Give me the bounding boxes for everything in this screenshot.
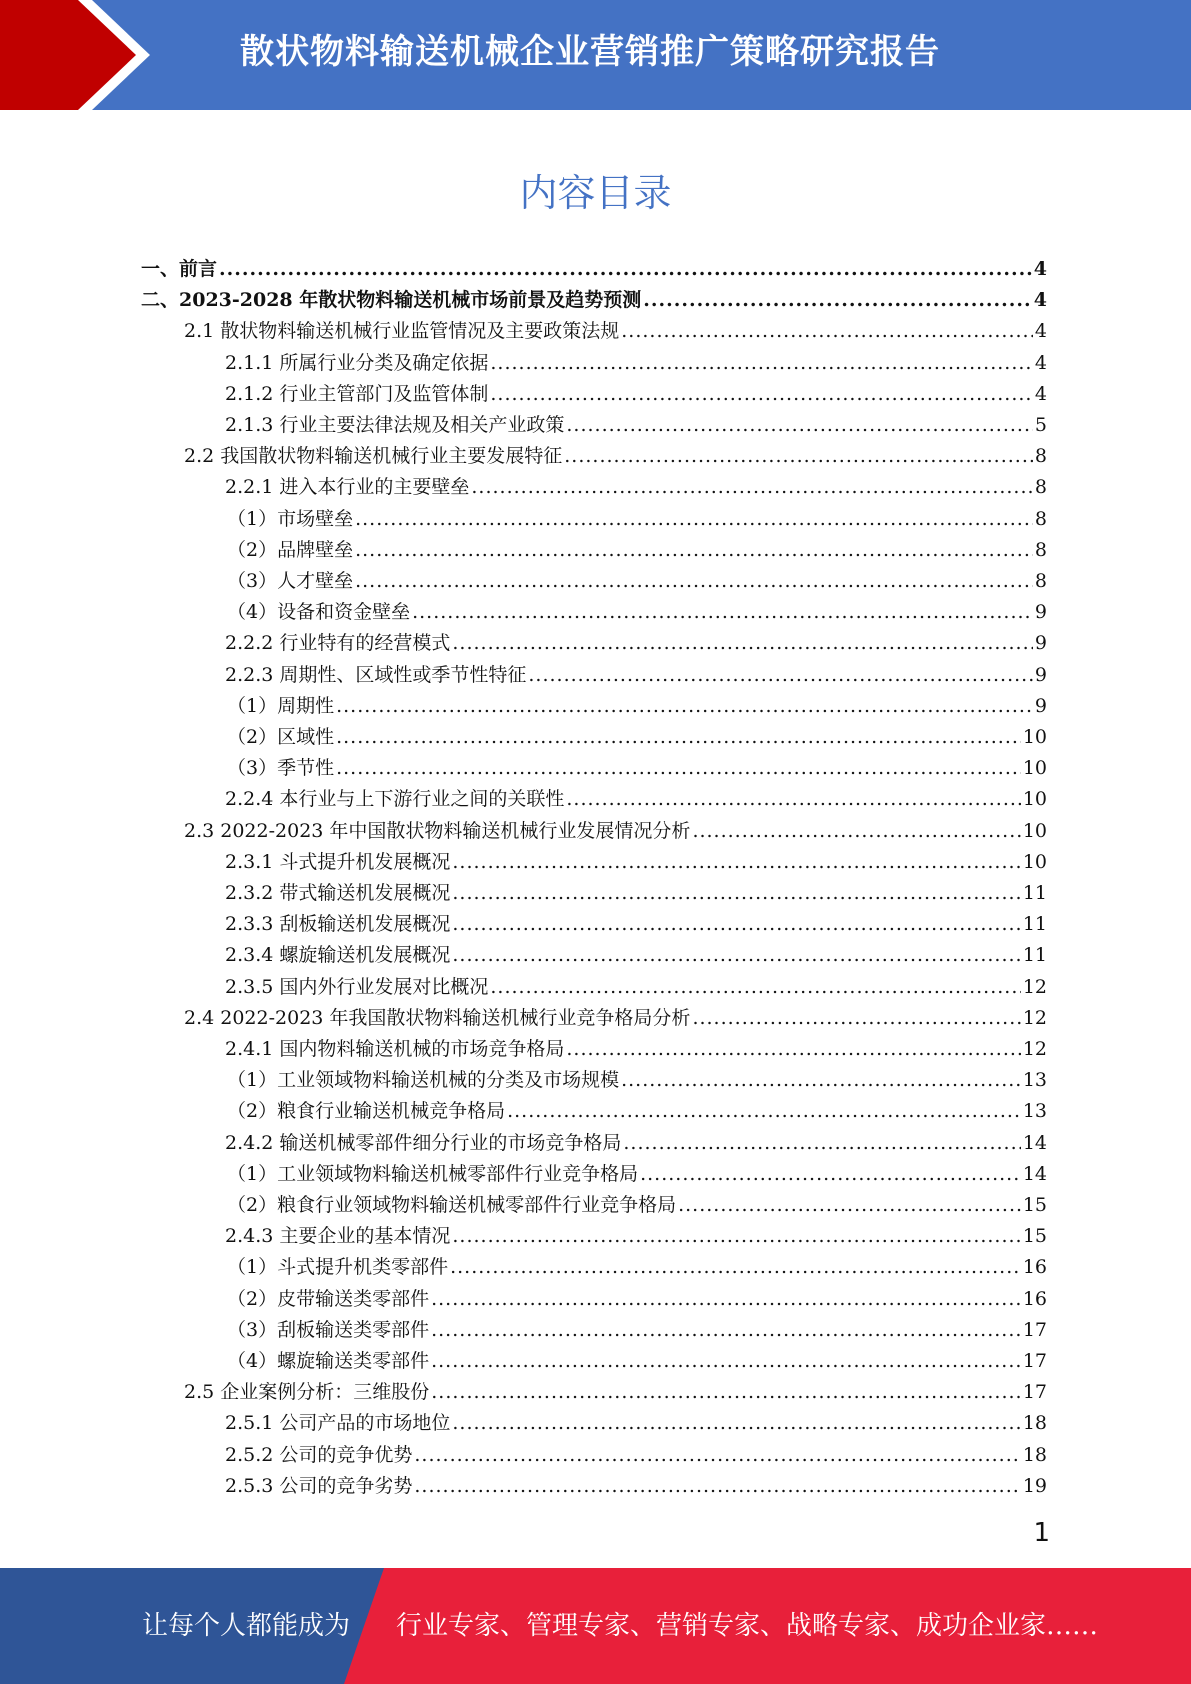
toc-dot-leader [431,1284,1021,1315]
toc-entry-label: 2.3.2 带式输送机发展概况 [225,882,451,904]
toc-entry-label: （4）设备和资金壁垒 [227,601,411,624]
toc-dot-leader [528,660,1033,691]
toc-entry[interactable] [227,566,1047,597]
toc-entry-label: 二、2023-2028 年散状物料输送机械市场前景及趋势预测 [141,289,642,312]
toc-entry[interactable] [227,1159,1047,1190]
toc-entry-label: （4）螺旋输送类零部件 [227,1350,430,1372]
toc-entry-page: 10 [1022,819,1047,842]
toc-entry-label: 2.3.3 刮板输送机发展概况 [225,913,451,936]
toc-entry-page: 11 [1022,882,1047,904]
toc-entry-page: 13 [1022,1100,1047,1123]
toc-dot-leader [643,285,1032,316]
toc-dot-leader [692,816,1020,847]
toc-entry[interactable] [184,316,1047,347]
report-footer [0,1568,1191,1684]
toc-entry-page: 12 [1022,1038,1047,1060]
toc-entry-label: 2.3 2022-2023 年中国散状物料输送机械行业发展情况分析 [184,819,691,842]
toc-entry[interactable] [141,285,1047,316]
toc-dot-leader [336,691,1033,722]
toc-dot-leader [621,316,1033,347]
toc-entry-page: 10 [1022,788,1047,811]
toc-entry[interactable] [225,847,1047,878]
toc-dot-leader [452,628,1033,659]
toc-entry[interactable] [184,1377,1047,1408]
toc-entry-label: 2.1.3 行业主要法律法规及相关产业政策 [225,414,565,436]
report-header [0,0,1191,110]
toc-dot-leader [355,504,1033,535]
toc-dot-leader [678,1190,1021,1221]
toc-dot-leader [336,722,1021,753]
toc-entry[interactable] [225,1221,1047,1252]
toc-entry-label: 2.5.1 公司产品的市场地位 [225,1412,451,1435]
toc-entry[interactable] [225,1034,1047,1065]
toc-dot-leader [355,535,1033,566]
toc-entry-page: 5 [1034,414,1047,436]
toc-dot-leader [452,940,1020,971]
toc-dot-leader [623,1128,1020,1159]
toc-entry-page: 19 [1022,1474,1047,1497]
toc-entry-page: 4 [1034,382,1047,405]
toc-entry[interactable] [225,472,1047,503]
toc-dot-leader [564,441,1033,472]
toc-dot-leader [490,379,1033,410]
toc-dot-leader [566,784,1020,815]
toc-entry-label: 2.3.4 螺旋输送机发展概况 [225,944,451,967]
toc-entry-label: 2.5 企业案例分析：三维股份 [184,1381,430,1404]
toc-entry-page: 15 [1022,1225,1047,1248]
toc-entry-label: 一、前言 [141,258,218,280]
toc-entry[interactable] [225,348,1047,379]
toc-entry[interactable] [141,254,1047,285]
toc-entry-page: 12 [1022,975,1047,998]
toc-entry-page: 4 [1033,289,1047,312]
toc-dot-leader [471,472,1033,503]
toc-entry[interactable] [225,878,1047,909]
toc-entry[interactable] [227,691,1047,722]
toc-dot-leader [507,1096,1021,1127]
toc-entry-page: 18 [1022,1443,1047,1466]
toc-dot-leader [452,1221,1020,1252]
toc-entry[interactable] [227,722,1047,753]
toc-entry-page: 4 [1033,258,1047,280]
toc-entry-label: 2.2 我国散状物料输送机械行业主要发展特征 [184,445,563,468]
toc-entry-page: 16 [1022,1287,1047,1310]
toc-entry[interactable] [225,379,1047,410]
toc-entry[interactable] [184,441,1047,472]
toc-entry[interactable] [225,1128,1047,1159]
toc-entry-page: 17 [1022,1381,1047,1404]
toc-entry-page: 12 [1022,1006,1047,1029]
toc-entry-label: （2）皮带输送类零部件 [227,1287,430,1310]
page-number: 1 [1033,1518,1050,1548]
toc-entry-label: 2.5.2 公司的竞争优势 [225,1443,413,1466]
toc-entry-page: 9 [1034,694,1047,717]
toc-entry-page: 8 [1034,538,1047,561]
toc-entry-label: （3）人才壁垒 [227,570,354,592]
toc-entry-page: 11 [1022,913,1047,936]
toc-entry-page: 17 [1022,1350,1047,1372]
toc-entry[interactable] [225,410,1047,441]
toc-entry-label: （1）工业领域物料输送机械零部件行业竞争格局 [227,1162,639,1185]
toc-dot-leader [450,1252,1021,1283]
toc-entry-label: 2.2.4 本行业与上下游行业之间的关联性 [225,788,565,811]
toc-entry-label: （3）刮板输送类零部件 [227,1318,430,1341]
toc-entry-label: （3）季节性 [227,757,335,780]
toc-entry-page: 14 [1022,1131,1047,1154]
toc-entry-page: 13 [1022,1069,1047,1092]
report-title: 散状物料输送机械企业营销推广策略研究报告 [240,32,940,72]
toc-entry-page: 18 [1022,1412,1047,1435]
toc-entry[interactable] [225,628,1047,659]
toc-entry-label: 2.4.2 输送机械零部件细分行业的市场竞争格局 [225,1131,622,1154]
toc-entry-label: 2.4.1 国内物料输送机械的市场竞争格局 [225,1038,565,1060]
toc-dot-leader [412,597,1033,628]
toc-dot-leader [431,1315,1021,1346]
toc-entry[interactable] [227,1315,1047,1346]
toc-entry-label: （2）区域性 [227,726,335,748]
toc-dot-leader [219,254,1032,285]
toc-entry-page: 10 [1022,757,1047,780]
toc-entry[interactable] [227,535,1047,566]
toc-dot-leader [414,1440,1020,1471]
toc-entry-page: 17 [1022,1318,1047,1341]
toc-entry-label: 2.1.1 所属行业分类及确定依据 [225,351,489,374]
toc-entry[interactable] [227,504,1047,535]
toc-entry[interactable] [227,1190,1047,1221]
toc-entry[interactable] [225,784,1047,815]
toc-dot-leader [452,847,1020,878]
toc-entry[interactable] [225,972,1047,1003]
toc-entry[interactable] [225,1408,1047,1439]
toc-entry[interactable] [184,816,1047,847]
toc-dot-leader [452,909,1020,940]
toc-entry[interactable] [227,1096,1047,1127]
toc-entry-page: 11 [1022,944,1047,967]
toc-entry-label: （2）品牌壁垒 [227,538,354,561]
toc-entry[interactable] [225,909,1047,940]
toc-entry-page: 9 [1034,632,1047,655]
toc-entry[interactable] [184,1003,1047,1034]
toc-entry-label: （1）周期性 [227,694,335,717]
toc-entry-label: 2.2.1 进入本行业的主要壁垒 [225,476,470,499]
toc-entry-label: 2.3.5 国内外行业发展对比概况 [225,975,489,998]
toc-entry[interactable] [225,660,1047,691]
toc-dot-leader [621,1065,1021,1096]
toc-dot-leader [452,878,1020,909]
toc-entry-label: 2.2.3 周期性、区域性或季节性特征 [225,663,527,686]
toc-dot-leader [566,1034,1020,1065]
toc-entry-label: （1）斗式提升机类零部件 [227,1256,449,1279]
toc-dot-leader [566,410,1033,441]
toc-entry[interactable] [227,1252,1047,1283]
toc-entry-page: 10 [1022,850,1047,873]
toc-dot-leader [452,1408,1020,1439]
toc-entry[interactable] [227,753,1047,784]
toc-dot-leader [336,753,1021,784]
toc-entry-label: （2）粮食行业领域物料输送机械零部件行业竞争格局 [227,1194,677,1216]
toc-entry-label: 2.1 散状物料输送机械行业监管情况及主要政策法规 [184,320,620,343]
toc-dot-leader [640,1159,1021,1190]
toc-entry-label: （1）工业领域物料输送机械的分类及市场规模 [227,1069,620,1092]
toc-dot-leader [414,1471,1020,1502]
toc-entry-label: 2.4.3 主要企业的基本情况 [225,1225,451,1248]
toc-dot-leader [431,1346,1021,1377]
toc-entry-label: 2.2.2 行业特有的经营模式 [225,632,451,655]
toc-entry-page: 4 [1034,351,1047,374]
toc-entry-label: （2）粮食行业输送机械竞争格局 [227,1100,506,1123]
toc-entry-label: 2.1.2 行业主管部门及监管体制 [225,382,489,405]
toc-entry-label: 2.4 2022-2023 年我国散状物料输送机械行业竞争格局分析 [184,1006,691,1029]
toc-dot-leader [490,972,1020,1003]
toc-entry[interactable] [225,1440,1047,1471]
footer-slogan-right: 行业专家、管理专家、营销专家、战略专家、成功企业家…… [396,1611,1099,1641]
toc-entry[interactable] [227,1346,1047,1377]
toc-entry[interactable] [227,597,1047,628]
toc-entry-page: 4 [1034,320,1047,343]
toc-entry-page: 8 [1034,507,1047,530]
toc-dot-leader [490,348,1033,379]
toc-entry-page: 9 [1034,663,1047,686]
footer-slogan-left: 让每个人都能成为 [142,1611,351,1641]
toc-entry-page: 8 [1034,476,1047,499]
toc-entry-label: 2.3.1 斗式提升机发展概况 [225,850,451,873]
toc-entry[interactable] [225,940,1047,971]
toc-entry-page: 15 [1022,1194,1047,1216]
toc-dot-leader [692,1003,1020,1034]
toc-entry[interactable] [227,1284,1047,1315]
toc-dot-leader [431,1377,1021,1408]
toc-entry-label: 2.5.3 公司的竞争劣势 [225,1474,413,1497]
toc-entry-page: 14 [1022,1162,1047,1185]
toc-entry-page: 8 [1034,445,1047,468]
toc-entry[interactable] [227,1065,1047,1096]
toc-entry-label: （1）市场壁垒 [227,507,354,530]
toc-entry-page: 9 [1034,601,1047,624]
toc-entry-page: 10 [1022,726,1047,748]
toc-entry[interactable] [225,1471,1047,1502]
toc-dot-leader [355,566,1033,597]
toc-heading: 内容目录 [519,171,672,215]
toc-entry-page: 16 [1022,1256,1047,1279]
toc-entry-page: 8 [1034,570,1047,592]
